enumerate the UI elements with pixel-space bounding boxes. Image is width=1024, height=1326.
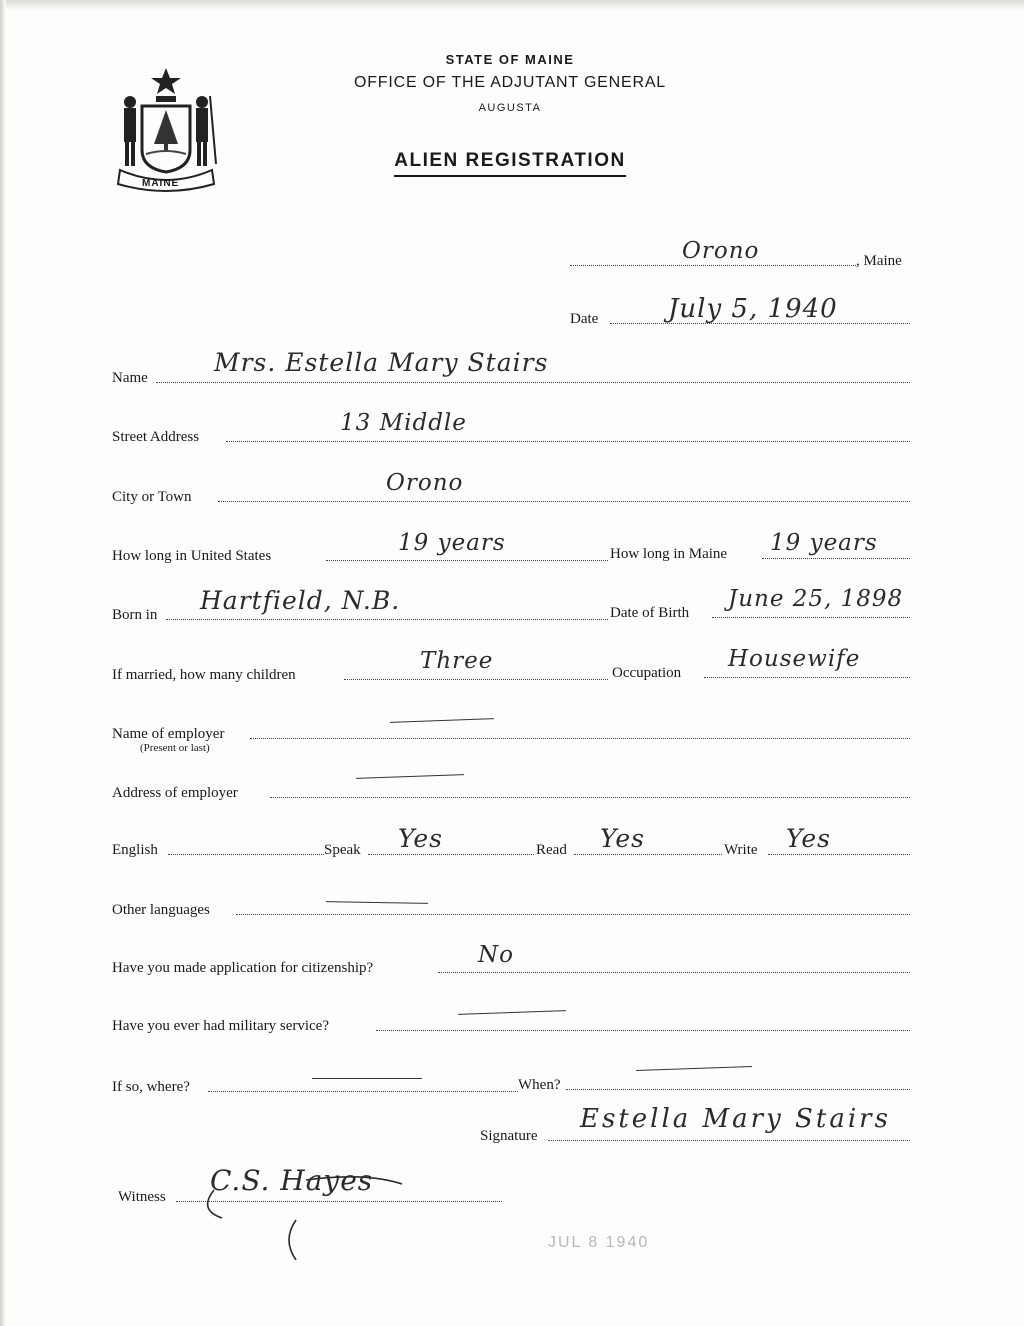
speak-value: Yes: [398, 824, 443, 853]
dob-label: Date of Birth: [610, 605, 690, 621]
military-label: Have you ever had military service?: [112, 1018, 329, 1034]
date-value: July 5, 1940: [668, 294, 838, 324]
children-line: [344, 679, 608, 680]
scan-edge-left: [0, 0, 6, 1326]
where-dash: [312, 1078, 422, 1079]
born-in-value: Hartfield, N.B.: [200, 586, 401, 615]
employer-address-label: Address of employer: [112, 785, 238, 801]
english-label: English: [112, 842, 158, 858]
speak-line: [368, 854, 534, 855]
where-label: If so, where?: [112, 1079, 190, 1095]
name-line: [156, 382, 910, 383]
other-languages-label: Other languages: [112, 902, 210, 918]
citizenship-line: [438, 972, 910, 973]
military-line: [376, 1030, 910, 1031]
read-label: Read: [536, 842, 567, 858]
header-state: STATE OF MAINE: [445, 52, 575, 67]
name-value: Mrs. Estella Mary Stairs: [214, 348, 549, 377]
born-in-line: [166, 619, 608, 620]
city-value: Orono: [386, 470, 464, 496]
employer-dash: [390, 718, 494, 723]
employer-line: [250, 738, 910, 739]
form-title: [300, 150, 720, 172]
header-city: AUGUSTA: [478, 102, 542, 114]
seal-text: MAINE: [142, 178, 180, 189]
long-us-label: How long in United States: [112, 548, 272, 564]
other-languages-line: [236, 914, 910, 915]
signature-value: Estella Mary Stairs: [580, 1104, 891, 1134]
occupation-label: Occupation: [612, 665, 682, 681]
other-languages-dash: [326, 901, 428, 904]
long-maine-value: 19 years: [770, 530, 878, 556]
long-maine-label: How long in Maine: [610, 546, 728, 562]
english-line: [168, 854, 324, 855]
maine-label: , Maine: [856, 253, 902, 269]
citizenship-value: No: [478, 942, 514, 968]
name-label: Name: [112, 370, 148, 386]
street-line: [226, 441, 910, 442]
children-value: Three: [420, 648, 494, 674]
scan-edge-top: [0, 0, 1024, 10]
employer-sublabel: (Present or last): [140, 742, 210, 754]
occupation-value: Housewife: [728, 646, 861, 672]
employer-label: Name of employer: [112, 726, 225, 742]
received-stamp: JUL 8 1940: [548, 1234, 650, 1251]
signature-line: [548, 1140, 910, 1141]
town-line: [570, 265, 856, 266]
long-maine-line: [762, 558, 910, 559]
dob-line: [712, 617, 910, 618]
write-label: Write: [724, 842, 758, 858]
occupation-line: [704, 677, 910, 678]
dob-value: June 25, 1898: [728, 586, 904, 612]
street-label: Street Address: [112, 429, 200, 445]
citizenship-label: Have you made application for citizenship?: [112, 960, 374, 976]
form-title-text: ALIEN REGISTRATION: [394, 150, 625, 177]
write-value: Yes: [786, 824, 831, 853]
when-dash: [636, 1066, 752, 1071]
long-us-value: 19 years: [398, 530, 506, 556]
employer-address-dash: [356, 774, 464, 779]
maine-seal-icon: [112, 66, 220, 194]
city-label: City or Town: [112, 489, 192, 505]
witness-value: C.S. Hayes: [210, 1164, 374, 1197]
city-line: [218, 501, 910, 502]
write-line: [768, 854, 910, 855]
long-us-line: [326, 560, 608, 561]
town-value: Orono: [682, 238, 760, 264]
born-in-label: Born in: [112, 607, 158, 623]
witness-flourish: [196, 1150, 416, 1260]
witness-label: Witness: [118, 1189, 166, 1205]
street-value: 13 Middle: [340, 410, 467, 436]
header-office: OFFICE OF THE ADJUTANT GENERAL: [353, 74, 667, 91]
where-line: [208, 1091, 518, 1092]
signature-label: Signature: [480, 1128, 538, 1144]
children-label: If married, how many children: [112, 667, 296, 683]
employer-address-line: [270, 797, 910, 798]
when-line: [566, 1089, 910, 1090]
read-line: [574, 854, 722, 855]
read-value: Yes: [600, 824, 645, 853]
date-label: Date: [570, 311, 599, 327]
military-dash: [458, 1010, 566, 1015]
speak-label: Speak: [324, 842, 361, 858]
when-label: When?: [518, 1077, 561, 1093]
